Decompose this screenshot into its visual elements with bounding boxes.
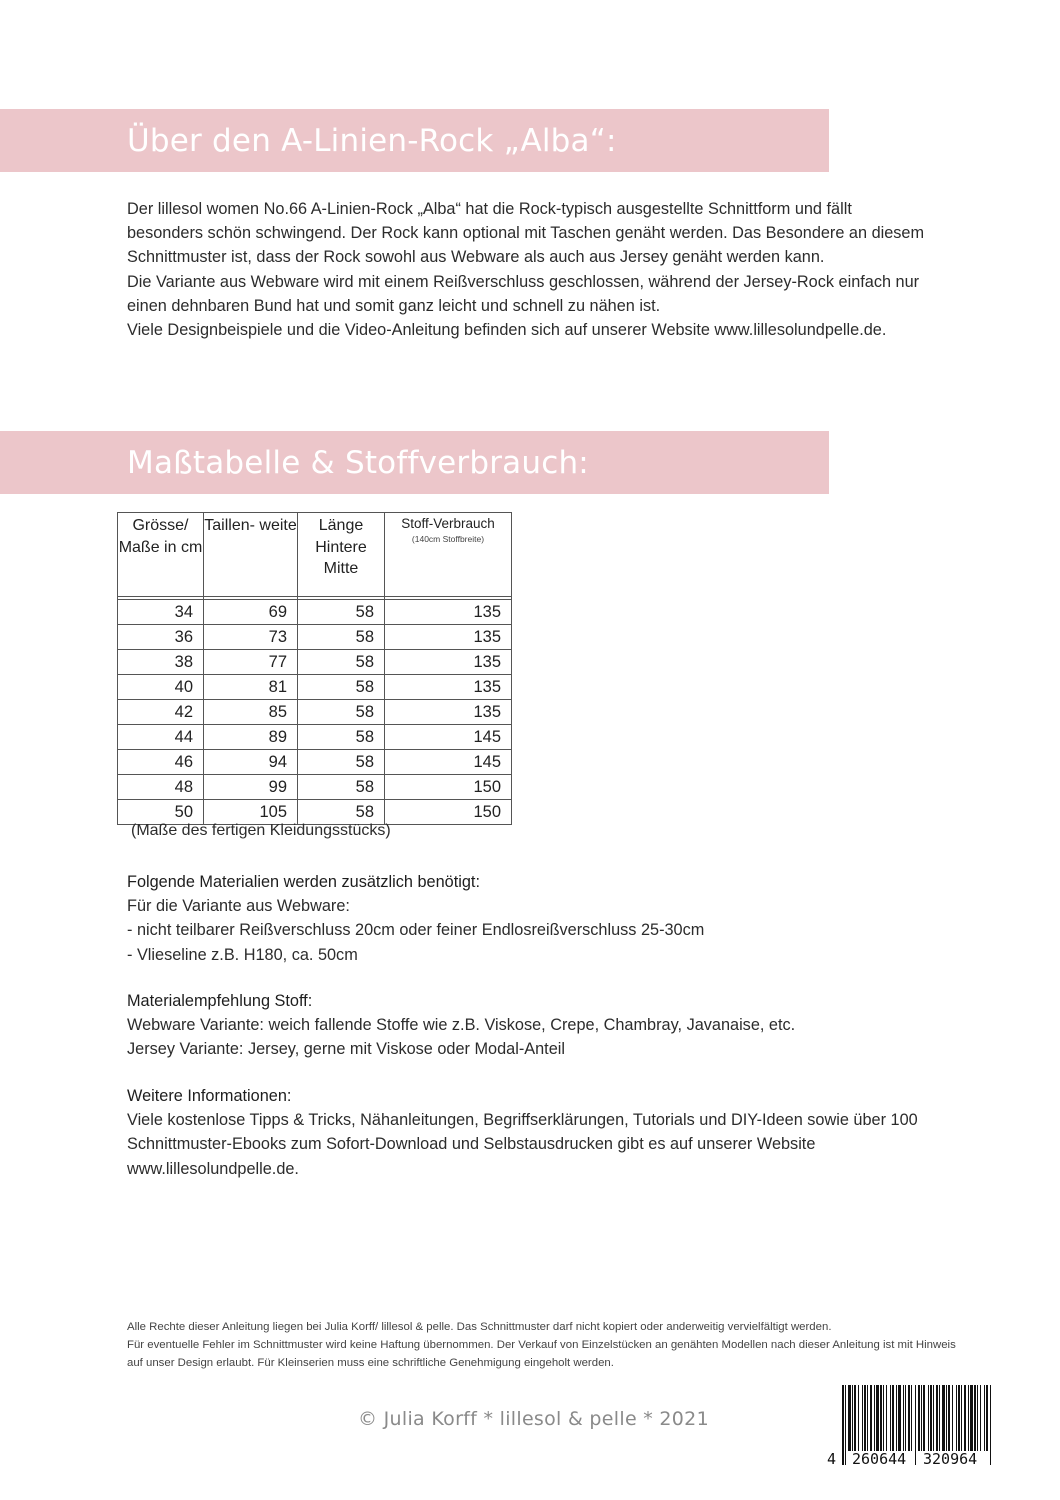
table-row — [118, 700, 512, 725]
intro-paragraph: Die Variante aus Webware wird mit einem Reißverschluss geschlossen, während der Jersey-Rock einfach nur einen dehnbaren Bund hat und somit ganz leicht und schnell zu nähen ist. — [127, 272, 920, 315]
table-cell: 58 — [298, 750, 385, 775]
table-caption: (Maße des fertigen Kleidungsstücks) — [131, 822, 391, 839]
table-cell: 58 — [298, 650, 385, 675]
recommendation-block — [127, 989, 947, 1062]
header-fabric — [385, 513, 512, 597]
legal-line: Für eventuelle Fehler im Schnittmuster wird keine Haftung übernommen. Der Verkauf von Einzelstücken an genähten Modellen nach dieser Anleitung ist mit Hinweis auf unser Design erlaubt. Für Kleinserien muss eine schriftliche Genehmigung eingeholt werden. — [127, 1339, 956, 1369]
header-fabric-note: (140cm Stoffbreite) — [411, 534, 485, 544]
table-cell: 38 — [118, 650, 204, 675]
table-cell: 58 — [298, 800, 385, 825]
table-row — [118, 775, 512, 800]
section-title-about: Über den A-Linien-Rock „Alba“: — [127, 123, 617, 159]
table-cell: 58 — [298, 625, 385, 650]
size-table — [117, 512, 512, 825]
table-cell: 34 — [118, 600, 204, 625]
table-cell: 135 — [385, 675, 512, 700]
footer-copyright: © Julia Korff * lillesol & pelle * 2021 — [358, 1408, 709, 1430]
table-cell: 150 — [385, 800, 512, 825]
table-row — [118, 650, 512, 675]
table-cell: 89 — [204, 725, 298, 750]
intro-paragraph: Viele Designbeispiele und die Video-Anleitung befinden sich auf unserer Website www.lillesolundpelle.de. — [127, 321, 887, 340]
table-cell: 50 — [118, 800, 204, 825]
table-header-row — [118, 513, 512, 597]
barcode-right-digits: 320964 — [923, 1450, 978, 1468]
recommendation-line: Jersey Variante: Jersey, gerne mit Viskose oder Modal-Anteil — [127, 1040, 565, 1059]
barcode-left-digits: 260644 — [852, 1450, 907, 1468]
table-cell: 81 — [204, 675, 298, 700]
more-info-heading: Weitere Informationen: — [127, 1087, 292, 1105]
intro-paragraph: Der lillesol women No.66 A-Linien-Rock „Alba“ hat die Rock-typisch ausgestellte Schnittform und fällt besonders schön schwingend. Der Rock kann optional mit Taschen genäht werden. Das Besondere an diesem Schnittmuster ist, dass der Rock sowohl aus Webware als auch aus Jersey genäht werden kann. — [127, 200, 925, 267]
table-cell: 145 — [385, 725, 512, 750]
table-cell: 135 — [385, 625, 512, 650]
header-size: Grösse/ Maße in cm — [118, 513, 204, 597]
table-cell: 44 — [118, 725, 204, 750]
more-info-text: Viele kostenlose Tipps & Tricks, Nähanleitungen, Begriffserklärungen, Tutorials und DIY-Ideen sowie über 100 Schnittmuster-Ebooks zum Sofort-Download und Selbstausdrucken gibt es auf unserer Website www.lillesolundpelle.de. — [127, 1111, 918, 1178]
barcode-first-digit: 4 — [827, 1450, 837, 1468]
materials-line: - Vlieseline z.B. H180, ca. 50cm — [127, 945, 358, 964]
table-cell: 99 — [204, 775, 298, 800]
legal-line: Alle Rechte dieser Anleitung liegen bei Julia Korff/ lillesol & pelle. Das Schnittmuster darf nicht kopiert oder anderweitig vervielfältigt werden. — [127, 1321, 832, 1333]
section-title-sizes: Maßtabelle & Stoffverbrauch: — [127, 445, 589, 481]
table-row — [118, 600, 512, 625]
materials-heading: Folgende Materialien werden zusätzlich benötigt: — [127, 873, 480, 891]
table-cell: 85 — [204, 700, 298, 725]
table-cell: 150 — [385, 775, 512, 800]
legal-notice — [127, 1318, 957, 1372]
section-banner-sizes — [0, 431, 829, 494]
table-cell: 77 — [204, 650, 298, 675]
table-cell: 58 — [298, 600, 385, 625]
table-cell: 58 — [298, 700, 385, 725]
table-cell: 58 — [298, 675, 385, 700]
header-fabric-title: Stoff-Verbrauch — [401, 516, 495, 531]
table-cell: 36 — [118, 625, 204, 650]
materials-block — [127, 870, 947, 967]
table-cell: 105 — [204, 800, 298, 825]
table-cell: 145 — [385, 750, 512, 775]
section-banner-about — [0, 109, 829, 172]
table-cell: 73 — [204, 625, 298, 650]
materials-line: - nicht teilbarer Reißverschluss 20cm oder feiner Endlosreißverschluss 25-30cm — [127, 921, 705, 940]
header-waist: Taillen- weite — [204, 513, 298, 597]
table-row — [118, 750, 512, 775]
table-cell: 40 — [118, 675, 204, 700]
table-row — [118, 675, 512, 700]
table-cell: 135 — [385, 650, 512, 675]
table-cell: 46 — [118, 750, 204, 775]
materials-line: Für die Variante aus Webware: — [127, 897, 350, 916]
table-row — [118, 625, 512, 650]
intro-text — [127, 197, 927, 342]
header-length: Länge Hintere Mitte — [298, 513, 385, 597]
more-info-block — [127, 1084, 947, 1181]
table-cell: 58 — [298, 725, 385, 750]
recommendation-line: Webware Variante: weich fallende Stoffe wie z.B. Viskose, Crepe, Chambray, Javanaise, etc. — [127, 1016, 796, 1035]
table-cell: 135 — [385, 600, 512, 625]
table-cell: 58 — [298, 775, 385, 800]
table-cell: 69 — [204, 600, 298, 625]
table-row — [118, 800, 512, 825]
table-cell: 48 — [118, 775, 204, 800]
barcode — [826, 1385, 996, 1470]
table-cell: 135 — [385, 700, 512, 725]
table-cell: 94 — [204, 750, 298, 775]
recommendation-heading: Materialempfehlung Stoff: — [127, 992, 313, 1010]
table-row — [118, 725, 512, 750]
table-cell: 42 — [118, 700, 204, 725]
